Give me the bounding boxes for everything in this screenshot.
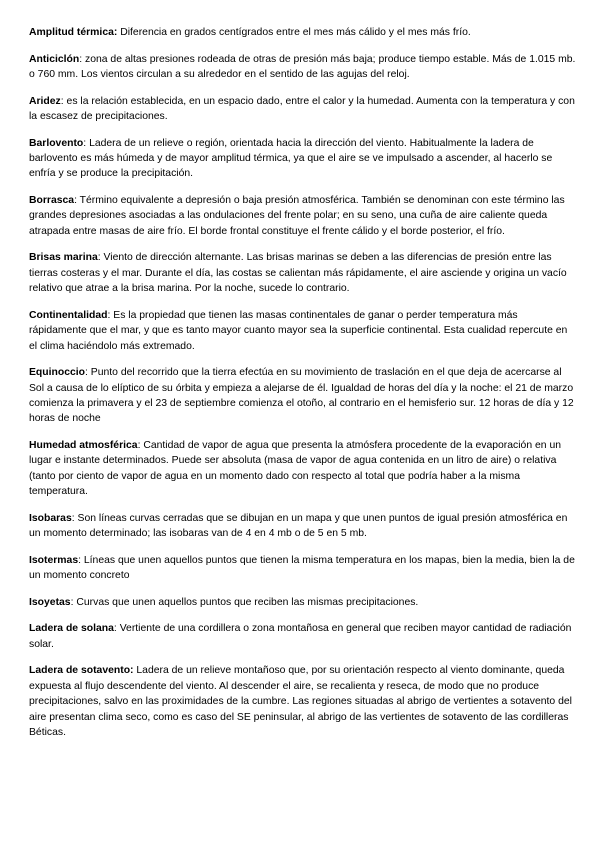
- glossary-entry-humedad-atmosferica: [29, 438, 576, 500]
- entry-term: Isoyetas: [29, 596, 71, 608]
- glossary-entry-aridez: [29, 94, 576, 125]
- entry-term: Ladera de sotavento:: [29, 665, 134, 677]
- entry-definition: Diferencia en grados centígrados entre el mes más cálido y el mes más frío.: [120, 27, 471, 38]
- entry-term: Equinoccio: [29, 367, 85, 379]
- entry-term: Ladera de solana: [29, 623, 114, 635]
- entry-definition: zona de altas presiones rodeada de otras de presión más baja; produce tiempo estable. Más de 1.015 mb. o 760 mm. Los vientos circulan a su alrededor en el sentido de las agujas del reloj.: [29, 53, 576, 80]
- entry-separator: :: [83, 137, 90, 149]
- entry-definition: Es la propiedad que tienen las masas continentales de ganar o perder temperatura más rápidamente que el mar, y que es tanto mayor cuanto mayor sea la superficie continental. Esta cualidad repercute en el clima haciéndolo más extremado.: [29, 309, 568, 352]
- entry-term: Borrasca: [29, 195, 75, 206]
- glossary-entry-anticiclon: [29, 52, 576, 83]
- glossary: [29, 25, 576, 752]
- entry-separator: :: [60, 95, 67, 107]
- entry-definition: Término equivalente a depresión o baja presión atmosférica. También se denominan con este término las grandes depresiones asociadas a las ondulaciones del frente polar; en su seno, una cuña de aire caliente queda atrapada entre masas de aire frío. El borde frontal constituye el frente cálido y el borde posterior, el frío.: [29, 195, 565, 237]
- entry-term: Isotermas: [29, 554, 79, 566]
- entry-term: Aridez: [29, 95, 61, 107]
- entry-definition: Ladera de un relieve montañoso que, por su orientación respecto al viento dominante, queda expuesta al flujo descendente del viento. Al descender el aire, se recalienta y reseca, de modo que no produce precipitaciones, salvo en las proximidades de la cumbre. Las regiones situadas al abrigo de vertientes a sotavento del aire presentan clima seco, como es caso del SE peninsular, al abrigo de las vertientes de sotavento de las cordilleras Béticas.: [29, 665, 572, 739]
- glossary-entry-amplitud-termica: [29, 25, 576, 40]
- entry-term: Anticiclón: [29, 53, 80, 65]
- entry-definition: Punto del recorrido que la tierra efectúa en su movimiento de traslación en el que deja de acercarse al Sol a causa de lo elíptico de su órbita y empieza a alejarse de él. Igualdad de horas del día y la noche: el 21 de marzo comienza la primavera y el 23 de septiembre comienza el otoño, al contrario en el hemisferio sur. 12 horas de día y 12 horas de noche: [29, 367, 574, 425]
- entry-definition: Curvas que unen aquellos puntos que reciben las mismas precipitaciones.: [76, 596, 419, 608]
- entry-term: Continentalidad: [29, 309, 108, 321]
- glossary-entry-borrasca: [29, 193, 576, 239]
- glossary-entry-ladera-de-sotavento: [29, 663, 576, 740]
- entry-definition: Ladera de un relieve o región, orientada hacia la dirección del viento. Habitualmente la ladera de barlovento es más húmeda y de mayor amplitud térmica, ya que el aire se ve impulsado a ascender, al hacerlo se enfría y se produce la precipitación.: [29, 137, 553, 180]
- entry-term: Brisas marina: [29, 252, 98, 264]
- entry-term: Isobaras: [29, 512, 72, 524]
- entry-term: Barlovento: [29, 137, 84, 149]
- glossary-entry-continentalidad: [29, 308, 576, 354]
- entry-term: Humedad atmosférica: [29, 440, 138, 452]
- entry-separator: :: [85, 367, 91, 379]
- entry-separator: :: [137, 440, 144, 452]
- glossary-entry-isotermas: [29, 553, 576, 584]
- glossary-entry-isobaras: [29, 511, 576, 542]
- glossary-entry-barlovento: [29, 136, 576, 182]
- entry-definition: es la relación establecida, en un espacio dado, entre el calor y la humedad. Aumenta con la temperatura y con la escasez de precipitaciones.: [29, 95, 575, 122]
- entry-separator: :: [107, 309, 114, 321]
- entry-definition: Cantidad de vapor de agua que presenta la atmósfera procedente de la evaporación en un lugar e instante determinados. Puede ser absoluta (masa de vapor de agua contenida en un litro de aire) o relativa (tanto por ciento de vapor de agua en un momento dado con respecto al total que podría haber a la misma temperatura.: [29, 440, 561, 498]
- glossary-entry-equinoccio: [29, 365, 576, 427]
- entry-separator: :: [97, 252, 104, 264]
- glossary-entry-ladera-de-solana: [29, 621, 576, 652]
- glossary-entry-isoyetas: [29, 595, 576, 610]
- entry-separator: :: [113, 623, 120, 635]
- entry-definition: Líneas que unen aquellos puntos que tienen la misma temperatura en los mapas, bien la media, bien la de un momento concreto: [29, 554, 575, 582]
- entry-separator: :: [79, 53, 86, 65]
- entry-separator: :: [71, 512, 78, 524]
- entry-definition: Viento de dirección alternante. Las brisas marinas se deben a las diferencias de presión entre las tierras costeras y el mar. Durante el día, las costas se calientan más rápidamente, el aire asciende y origina un vacío relativo que atrae a la brisa marina. Por la noche, sucede lo contrario.: [29, 252, 567, 295]
- glossary-entry-brisas-marina: [29, 250, 576, 296]
- entry-term: Amplitud térmica:: [29, 27, 118, 38]
- entry-definition: Vertiente de una cordillera o zona montañosa en general que reciben mayor cantidad de radiación solar.: [29, 623, 572, 650]
- entry-separator: :: [78, 554, 84, 566]
- entry-separator: :: [70, 596, 77, 608]
- entry-separator: :: [74, 195, 80, 206]
- entry-definition: Son líneas curvas cerradas que se dibujan en un mapa y que unen puntos de igual presión atmosférica en un momento determinado; las isobaras van de 4 en 4 mb o de 5 en 5 mb.: [29, 512, 568, 540]
